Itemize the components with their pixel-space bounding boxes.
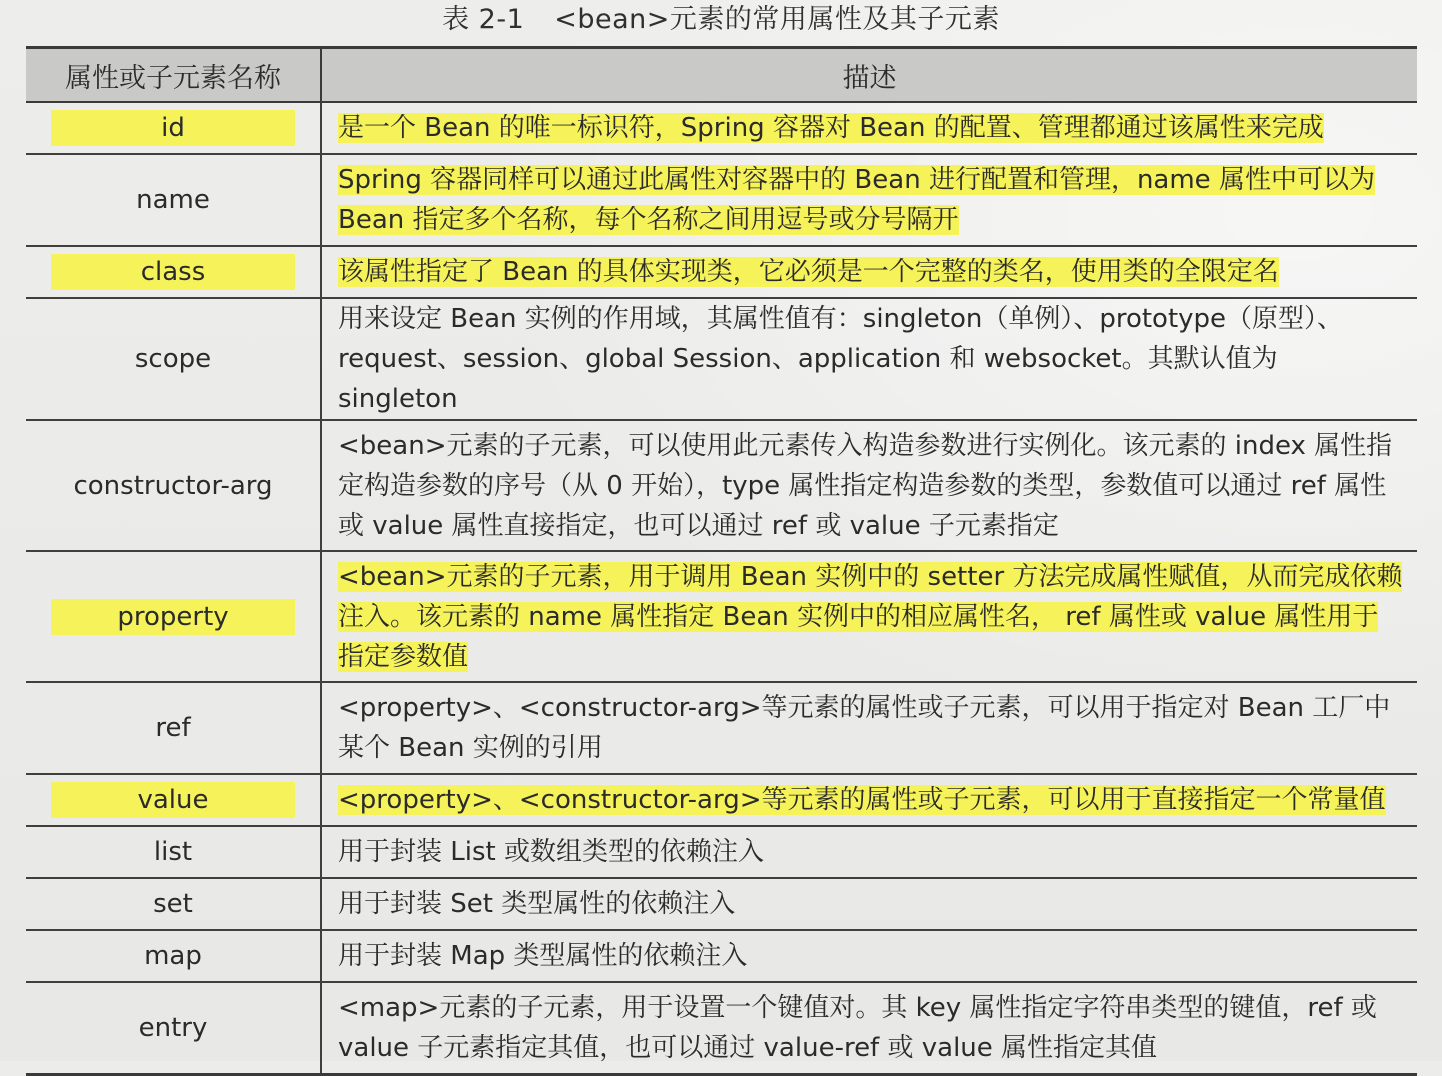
row-description-cell [321,982,1417,1074]
row-name-cell [26,682,321,774]
row-name-cell [26,982,321,1074]
table-header-row [26,48,1417,103]
row-description-cell [321,154,1417,246]
row-name-cell [26,246,321,298]
row-description: 是一个 Bean 的唯一标识符，Spring 容器对 Bean 的配置、管理都通过该属性来完成 [338,113,1324,143]
row-name: scope [134,344,212,374]
row-description-cell [321,682,1417,774]
row-name: property [51,599,295,635]
table-row [26,878,1417,930]
row-name-cell [26,420,321,551]
row-name-cell [26,102,321,154]
bean-attributes-table [26,46,1417,1076]
table-row [26,930,1417,982]
row-description: 用于封装 Map 类型属性的依赖注入 [338,941,748,971]
row-description: <map>元素的子元素，用于设置一个键值对。其 key 属性指定字符串类型的键值，ref 或 value 子元素指定其值，也可以通过 value-ref 或 value 属性指定其值 [338,992,1377,1063]
row-description-cell [321,878,1417,930]
table-row [26,420,1417,551]
row-name-cell [26,551,321,682]
row-description-cell [321,102,1417,154]
row-name: entry [138,1012,208,1043]
row-description: 用于封装 Set 类型属性的依赖注入 [338,889,736,919]
row-description: 用来设定 Bean 实例的作用域，其属性值有：singleton（单例）、prototype（原型）、request、session、global Session、application 和 websocket。其默认值为 singleton [338,304,1344,414]
row-description-cell [321,551,1417,682]
row-name-cell [26,930,321,982]
row-description: <property>、<constructor-arg>等元素的属性或子元素，可以用于指定对 Bean 工厂中某个 Bean 实例的引用 [338,693,1391,763]
row-name: ref [155,713,191,743]
table-row [26,246,1417,298]
row-description: Spring 容器同样可以通过此属性对容器中的 Bean 进行配置和管理，name 属性中可以为 Bean 指定多个名称，每个名称之间用逗号或分号隔开 [338,165,1375,235]
row-name: class [51,254,295,290]
row-description-cell [321,826,1417,878]
row-description-cell [321,298,1417,420]
row-name: map [144,941,202,971]
row-name: value [51,782,295,818]
table-row [26,826,1417,878]
row-name: list [153,837,193,867]
row-name-cell [26,154,321,246]
row-name: constructor-arg [73,470,273,501]
header-name: 属性或子元素名称 [26,48,321,103]
table-number: 表 2-1 [442,4,525,35]
table-title: <bean>元素的常用属性及其子元素 [554,4,1000,35]
row-description: <property>、<constructor-arg>等元素的属性或子元素，可以用于直接指定一个常量值 [338,785,1386,815]
row-description: 用于封装 List 或数组类型的依赖注入 [338,837,764,867]
table-row [26,102,1417,154]
table-row [26,982,1417,1074]
row-name: set [153,889,193,919]
row-name-cell [26,878,321,930]
row-description: <bean>元素的子元素，可以使用此元素传入构造参数进行实例化。该元素的 index 属性指定构造参数的序号（从 0 开始），type 属性指定构造参数的类型，参数值可以通过 ref 属性或 value 属性直接指定，也可以通过 ref 或 value 子元素指定 [338,430,1393,541]
row-name-cell [26,774,321,826]
table-row [26,551,1417,682]
row-description-cell [321,930,1417,982]
table-row [26,682,1417,774]
row-name-cell [26,826,321,878]
table-caption [0,2,1442,38]
table-row [26,298,1417,420]
row-name: id [51,110,295,146]
row-description: <bean>元素的子元素，用于调用 Bean 实例中的 setter 方法完成属性赋值，从而完成依赖注入。该元素的 name 属性指定 Bean 实例中的相应属性名， ref 属性或 value 属性用于指定参数值 [338,561,1403,672]
row-description: 该属性指定了 Bean 的具体实现类，它必须是一个完整的类名，使用类的全限定名 [338,257,1279,287]
row-description-cell [321,246,1417,298]
header-description: 描述 [321,48,1417,103]
row-description-cell [321,420,1417,551]
row-name-cell [26,298,321,420]
table-row [26,774,1417,826]
row-name: name [136,185,210,215]
row-description-cell [321,774,1417,826]
table-row [26,154,1417,246]
